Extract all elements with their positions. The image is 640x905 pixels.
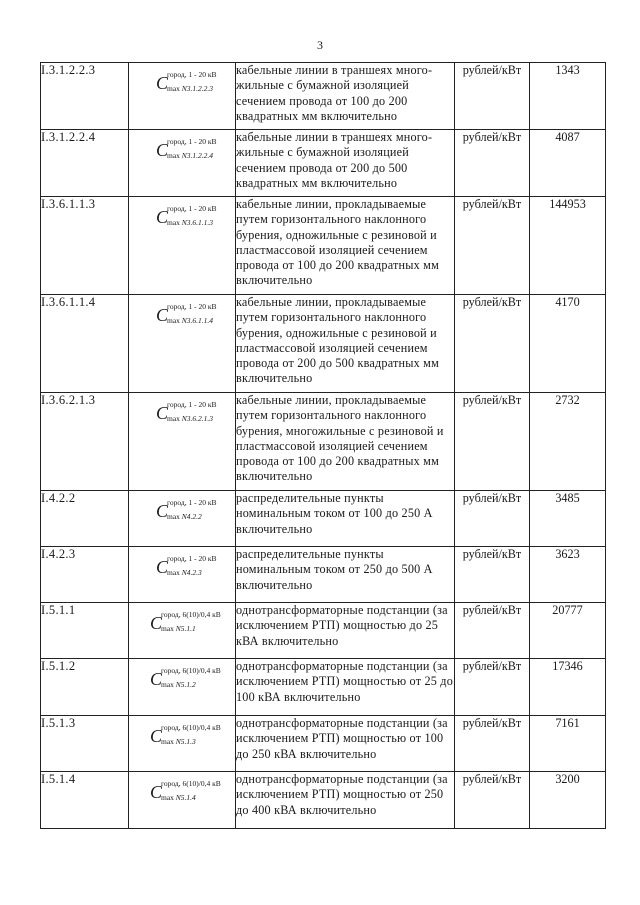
formula-letter: C bbox=[150, 726, 163, 746]
row-code: I.3.6.2.1.3 bbox=[41, 393, 129, 491]
row-code: I.3.6.1.1.3 bbox=[41, 197, 129, 295]
row-unit: рублей/кВт bbox=[455, 197, 530, 295]
table-row bbox=[41, 772, 606, 829]
formula-symbol bbox=[129, 606, 235, 638]
row-value: 3200 bbox=[530, 772, 606, 829]
formula-subscript: max N3.6.1.1.4 bbox=[167, 316, 214, 325]
formula-subscript: max N5.1.2 bbox=[161, 680, 196, 689]
formula-symbol bbox=[129, 662, 235, 694]
row-description: кабельные линии в траншеях много-жильные с бумажной изоляцией сечением провода от 100 до 200 квадратных мм включительно bbox=[236, 63, 455, 130]
table-row bbox=[41, 603, 606, 659]
formula-superscript: город, 1 - 20 кВ bbox=[167, 498, 217, 507]
table-row bbox=[41, 63, 606, 130]
row-description: кабельные линии в траншеях много-жильные с бумажной изоляцией сечением провода от 200 до 500 квадратных мм включительно bbox=[236, 130, 455, 197]
formula-subscript: max N3.6.1.1.3 bbox=[167, 218, 214, 227]
rate-formula bbox=[129, 197, 236, 295]
formula-letter: C bbox=[156, 557, 169, 577]
row-unit: рублей/кВт bbox=[455, 295, 530, 393]
formula-symbol bbox=[129, 133, 235, 165]
row-code: I.4.2.2 bbox=[41, 491, 129, 547]
table-row bbox=[41, 659, 606, 716]
rate-formula bbox=[129, 130, 236, 197]
formula-subscript: max N3.6.2.1.3 bbox=[167, 414, 214, 423]
formula-subscript: max N5.1.1 bbox=[161, 624, 196, 633]
formula-letter: C bbox=[156, 73, 169, 93]
row-code: I.3.1.2.2.4 bbox=[41, 130, 129, 197]
row-value: 3485 bbox=[530, 491, 606, 547]
rate-formula bbox=[129, 716, 236, 772]
table-row bbox=[41, 716, 606, 772]
table-row bbox=[41, 295, 606, 393]
row-unit: рублей/кВт bbox=[455, 603, 530, 659]
formula-superscript: город, 1 - 20 кВ bbox=[167, 204, 217, 213]
row-description: распределительные пункты номинальным током от 100 до 250 А включительно bbox=[236, 491, 455, 547]
formula-symbol bbox=[129, 200, 235, 232]
formula-symbol bbox=[129, 494, 235, 526]
formula-letter: C bbox=[156, 403, 169, 423]
formula-superscript: город, 6(10)/0,4 кВ bbox=[161, 666, 221, 675]
formula-subscript: max N5.1.3 bbox=[161, 737, 196, 746]
row-description: кабельные линии, прокладываемые путем горизонтального наклонного бурения, одножильные с резиновой и пластмассовой изоляцией сечением провода от 200 до 500 квадратных мм включительно bbox=[236, 295, 455, 393]
formula-symbol bbox=[129, 66, 235, 98]
formula-subscript: max N3.1.2.2.3 bbox=[167, 84, 214, 93]
formula-letter: C bbox=[150, 669, 163, 689]
rate-formula bbox=[129, 295, 236, 393]
row-value: 4170 bbox=[530, 295, 606, 393]
row-code: I.5.1.1 bbox=[41, 603, 129, 659]
formula-symbol bbox=[129, 550, 235, 582]
rate-formula bbox=[129, 393, 236, 491]
formula-superscript: город, 1 - 20 кВ bbox=[167, 302, 217, 311]
row-value: 2732 bbox=[530, 393, 606, 491]
rate-formula bbox=[129, 603, 236, 659]
formula-letter: C bbox=[150, 613, 163, 633]
row-value: 3623 bbox=[530, 547, 606, 603]
row-description: однотрансформаторные подстанции (за исключением РТП) мощностью от 100 до 250 кВА включительно bbox=[236, 716, 455, 772]
row-description: однотрансформаторные подстанции (за исключением РТП) мощностью от 250 до 400 кВА включительно bbox=[236, 772, 455, 829]
page-number: 3 bbox=[317, 38, 323, 52]
row-code: I.3.1.2.2.3 bbox=[41, 63, 129, 130]
rates-table bbox=[40, 62, 606, 829]
row-unit: рублей/кВт bbox=[455, 63, 530, 130]
row-description: однотрансформаторные подстанции (за исключением РТП) мощностью до 25 кВА включительно bbox=[236, 603, 455, 659]
formula-letter: C bbox=[156, 140, 169, 160]
formula-letter: C bbox=[156, 207, 169, 227]
row-code: I.5.1.2 bbox=[41, 659, 129, 716]
row-description: распределительные пункты номинальным током от 250 до 500 А включительно bbox=[236, 547, 455, 603]
table-row bbox=[41, 547, 606, 603]
table-row bbox=[41, 130, 606, 197]
formula-superscript: город, 6(10)/0,4 кВ bbox=[161, 779, 221, 788]
formula-symbol bbox=[129, 775, 235, 807]
row-code: I.3.6.1.1.4 bbox=[41, 295, 129, 393]
row-unit: рублей/кВт bbox=[455, 716, 530, 772]
row-value: 17346 bbox=[530, 659, 606, 716]
rate-formula bbox=[129, 63, 236, 130]
row-value: 7161 bbox=[530, 716, 606, 772]
row-unit: рублей/кВт bbox=[455, 130, 530, 197]
row-code: I.5.1.3 bbox=[41, 716, 129, 772]
formula-superscript: город, 1 - 20 кВ bbox=[167, 554, 217, 563]
row-description: однотрансформаторные подстанции (за исключением РТП) мощностью от 25 до 100 кВА включительно bbox=[236, 659, 455, 716]
formula-superscript: город, 1 - 20 кВ bbox=[167, 70, 217, 79]
formula-symbol bbox=[129, 396, 235, 428]
row-value: 20777 bbox=[530, 603, 606, 659]
rate-formula bbox=[129, 547, 236, 603]
rate-formula bbox=[129, 491, 236, 547]
row-unit: рублей/кВт bbox=[455, 659, 530, 716]
row-description: кабельные линии, прокладываемые путем горизонтального наклонного бурения, одножильные с резиновой и пластмассовой изоляцией сечением провода от 100 до 200 квадратных мм включительно bbox=[236, 197, 455, 295]
formula-superscript: город, 6(10)/0,4 кВ bbox=[161, 723, 221, 732]
formula-superscript: город, 1 - 20 кВ bbox=[167, 400, 217, 409]
row-unit: рублей/кВт bbox=[455, 491, 530, 547]
formula-symbol bbox=[129, 719, 235, 751]
formula-subscript: max N5.1.4 bbox=[161, 793, 196, 802]
formula-letter: C bbox=[150, 782, 163, 802]
row-code: I.4.2.3 bbox=[41, 547, 129, 603]
formula-superscript: город, 1 - 20 кВ bbox=[167, 137, 217, 146]
row-code: I.5.1.4 bbox=[41, 772, 129, 829]
table-row bbox=[41, 491, 606, 547]
rate-formula bbox=[129, 659, 236, 716]
row-value: 144953 bbox=[530, 197, 606, 295]
formula-subscript: max N3.1.2.2.4 bbox=[167, 151, 214, 160]
table-row bbox=[41, 197, 606, 295]
table-row bbox=[41, 393, 606, 491]
row-value: 4087 bbox=[530, 130, 606, 197]
row-description: кабельные линии, прокладываемые путем горизонтального наклонного бурения, многожильные с резиновой и пластмассовой изоляцией сечением провода от 100 до 200 квадратных мм включительно bbox=[236, 393, 455, 491]
row-unit: рублей/кВт bbox=[455, 547, 530, 603]
row-unit: рублей/кВт bbox=[455, 393, 530, 491]
formula-subscript: max N4.2.2 bbox=[167, 512, 202, 521]
row-value: 1343 bbox=[530, 63, 606, 130]
formula-superscript: город, 6(10)/0,4 кВ bbox=[161, 610, 221, 619]
formula-letter: C bbox=[156, 305, 169, 325]
row-unit: рублей/кВт bbox=[455, 772, 530, 829]
rate-formula bbox=[129, 772, 236, 829]
formula-letter: C bbox=[156, 501, 169, 521]
rates-table-body bbox=[41, 63, 606, 829]
formula-symbol bbox=[129, 298, 235, 330]
formula-subscript: max N4.2.3 bbox=[167, 568, 202, 577]
